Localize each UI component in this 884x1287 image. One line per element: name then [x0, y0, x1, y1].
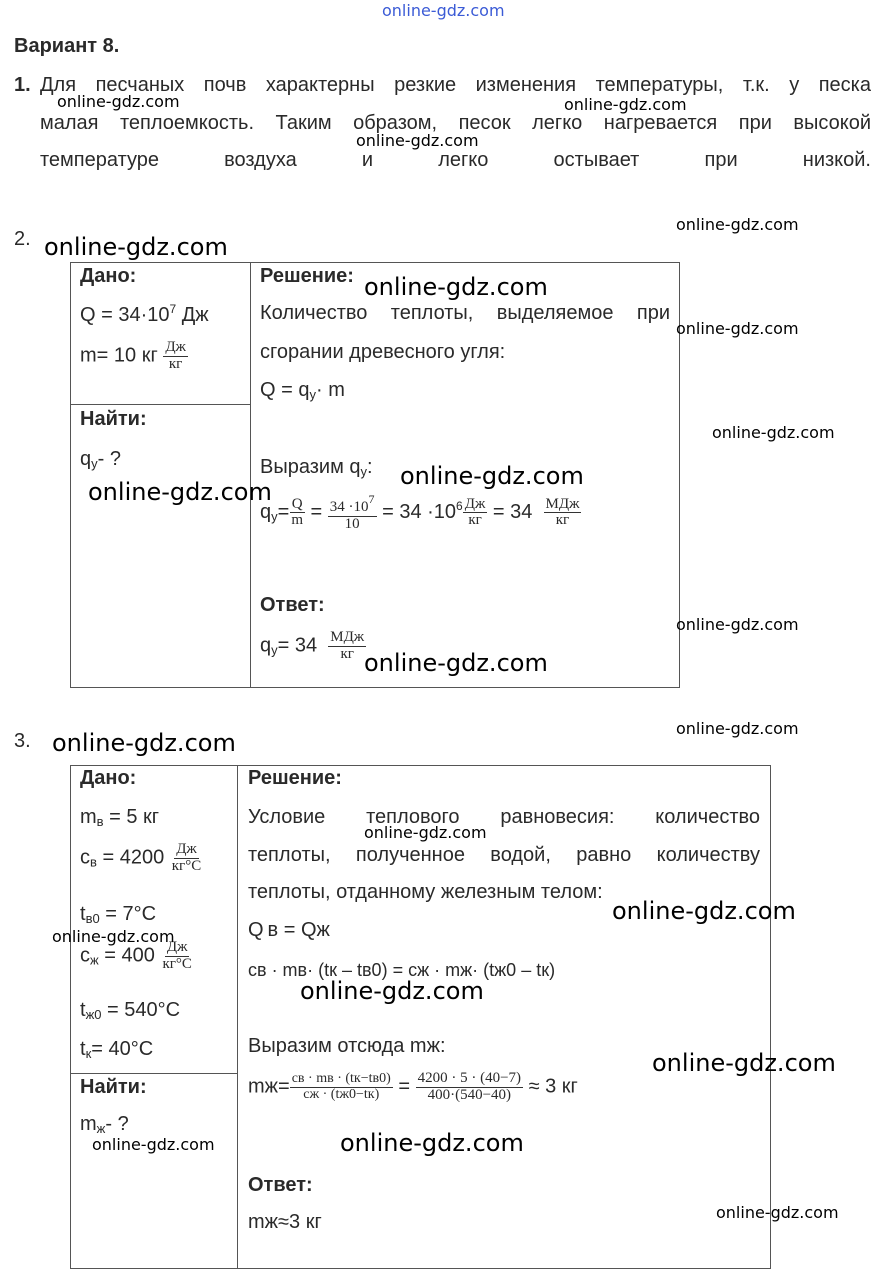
task2-express: Выразим $q_у$: [260, 456, 373, 479]
task3-sol-line3: теплоты, отданному железным телом: [248, 881, 603, 903]
watermark: online-gdz.com [52, 927, 175, 946]
watermark: online-gdz.com [716, 1203, 839, 1222]
task3-given-mv: $m_в = 5$ кг [80, 806, 160, 829]
header-watermark: online-gdz.com [382, 1, 505, 20]
task2-answer: $q_у= 34$ $\frac{\text{МДж}}{кг}$ [260, 629, 365, 662]
watermark: online-gdz.com [356, 131, 479, 150]
watermark: online-gdz.com [364, 649, 548, 677]
task2-number: 2. [14, 228, 31, 250]
task2-formula: $Q = q_у\cdot m$ [260, 379, 345, 402]
unit-fraction: $\frac{Дж}{кг}$ [165, 339, 186, 372]
task3-given-czh: $c_ж = 400$ $\frac{Дж}{кг^\circ C}$ [80, 939, 192, 972]
watermark: online-gdz.com [612, 897, 796, 925]
task2-given-q: $Q = 34\cdot 10^7$ Дж [80, 302, 209, 326]
task2-given-m: m= 10 кг $\frac{Дж}{кг}$ [80, 339, 186, 372]
task3-answer-title: Ответ: [248, 1174, 313, 1196]
watermark: online-gdz.com [300, 977, 484, 1005]
task3-find-m: $m_ж-$ ? [80, 1113, 129, 1136]
watermark: online-gdz.com [676, 615, 799, 634]
task3-sol-line1: Условие теплового равновесия: количество [248, 806, 760, 828]
watermark: online-gdz.com [400, 462, 584, 490]
task3-eq-q: Q в = Qж [248, 919, 330, 941]
task3-answer: mж≈3 кг [248, 1211, 322, 1233]
task2-given-title: Дано: [80, 265, 137, 287]
watermark: online-gdz.com [652, 1049, 836, 1077]
variant-title: Вариант 8. [14, 35, 120, 57]
watermark: online-gdz.com [88, 478, 272, 506]
watermark: online-gdz.com [52, 729, 236, 757]
task3-express: Выразим отсюда mж: [248, 1035, 446, 1057]
task2-solution-title: Решение: [260, 265, 354, 287]
watermark: online-gdz.com [712, 423, 835, 442]
task1-number: 1. [14, 74, 31, 96]
watermark: online-gdz.com [676, 719, 799, 738]
watermark: online-gdz.com [676, 319, 799, 338]
task3-calc: mж= $\frac{cв \cdot mв \cdot (tк-tв0)}{cж \cdot (tж0-tк)}$ = $\frac{4200 \cdot 5 \cdot (40-7)}{400\cdot(540-40)}$ ≈ 3 кг [248, 1070, 578, 1103]
watermark: online-gdz.com [340, 1129, 524, 1157]
task2-sol-line2: сгорании древесного угля: [260, 341, 506, 363]
watermark: online-gdz.com [44, 233, 228, 261]
watermark: online-gdz.com [676, 215, 799, 234]
task3-given-tv0: $t_{в0} = 7^\circ C$ [80, 903, 157, 926]
task3-find-title: Найти: [80, 1076, 147, 1098]
watermark: online-gdz.com [92, 1135, 215, 1154]
task1-line2: малая теплоемкость. Таким образом, песок легко нагревается при высокой [40, 112, 871, 134]
task1-line3: температуре воздуха и легко остывает при низкой. [40, 149, 871, 171]
watermark: online-gdz.com [57, 92, 180, 111]
task3-eq-balance: cв · mв· (tк – tв0) = cж · mж· (tж0 – tк) [248, 960, 556, 980]
watermark: online-gdz.com [364, 823, 487, 842]
task2-answer-title: Ответ: [260, 594, 325, 616]
watermark: online-gdz.com [364, 273, 548, 301]
task3-solution-title: Решение: [248, 767, 342, 789]
task3-given-tzh0: $t_{ж0} = 540^\circ C$ [80, 999, 181, 1022]
task1-line1: Для песчаных почв характерны резкие изменения температуры, т.к. у песка [40, 74, 871, 96]
task3-given-tk: $t_к= 40^\circ C$ [80, 1038, 154, 1061]
task2-calc: $q_у=$ $\frac{Q}{m}$ = $\frac{34 \cdot 10^7}{10}$ = $34 \cdot 10^6$ $\frac{Дж}{кг}$ = 34 $\frac{\text{МДж}}{кг}$ [260, 492, 580, 532]
task2-sol-line1: Количество теплоты, выделяемое при [260, 302, 670, 324]
task2-find-q: $q_у-$ ? [80, 448, 121, 471]
watermark: online-gdz.com [564, 95, 687, 114]
task3-given-title: Дано: [80, 767, 137, 789]
task3-given-cv: $c_в = 4200$ $\frac{Дж}{кг^\circ C}$ [80, 841, 202, 874]
task3-sol-line2: теплоты, полученное водой, равно количеству [248, 844, 760, 866]
task3-number: 3. [14, 730, 31, 752]
task2-find-title: Найти: [80, 408, 147, 430]
